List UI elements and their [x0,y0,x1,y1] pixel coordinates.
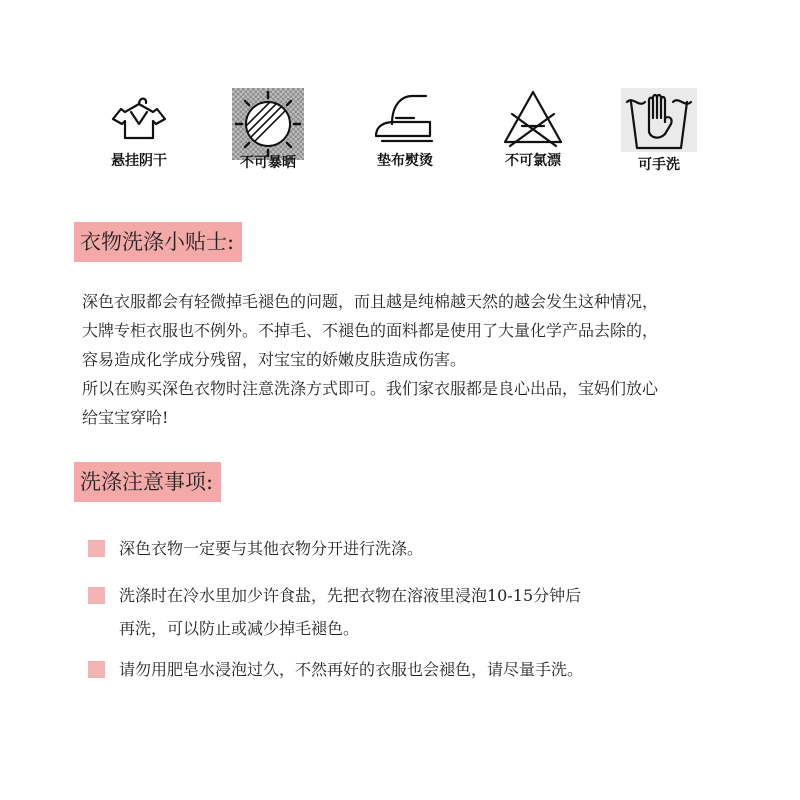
notes-heading: 洗涤注意事项: [74,462,221,502]
tips-heading: 衣物洗涤小贴士: [74,222,242,262]
no-bleach-icon [498,88,568,148]
tips-line: 所以在购买深色衣物时注意洗涤方式即可。我们家衣服都是良心出品，宝妈们放心 [82,379,659,398]
list-item-text: 深色衣物一定要与其他衣物分开进行洗涤。 [119,539,424,558]
list-item [88,535,423,568]
list-item-text: 洗涤时在冷水里加少许食盐，先把衣物在溶液里浸泡10-15分钟后 [119,586,582,605]
care-label: 不可暴晒 [240,155,296,171]
tips-line: 大牌专柜衣服也不例外。不掉毛、不褪色的面料都是使用了大量化学产品去除的， [82,321,659,340]
care-label: 垫布熨烫 [377,153,433,169]
care-icons-row [0,88,800,178]
care-label: 悬挂阴干 [111,153,167,169]
care-label: 可手洗 [638,157,680,173]
care-item-hang-dry [84,88,194,170]
tips-line: 深色衣服都会有轻微掉毛褪色的问题，而且越是纯棉越天然的越会发生这种情况， [82,292,659,311]
bullet-square [88,661,105,678]
hang-dry-icon [109,88,169,148]
care-item-no-sun [213,88,323,172]
tips-line: 给宝宝穿哈! [82,408,169,427]
tips-paragraph [82,287,772,432]
care-item-no-bleach [478,88,588,170]
care-item-iron [350,88,460,170]
list-item [88,582,581,648]
bullet-square [88,587,105,604]
list-item-text: 请勿用肥皂水浸泡过久，不然再好的衣服也会褪色，请尽量手洗。 [119,660,584,679]
bullet-square [88,540,105,557]
iron-icon [370,88,440,148]
care-item-hand-wash [604,88,714,174]
list-item-text: 再洗，可以防止或减少掉毛褪色。 [119,619,360,638]
tips-line: 容易造成化学成分残留，对宝宝的娇嫩皮肤造成伤害。 [82,350,467,369]
care-label: 不可氯漂 [505,153,561,169]
hand-wash-icon [619,88,699,152]
list-item [88,656,583,689]
no-sun-icon [232,88,304,160]
